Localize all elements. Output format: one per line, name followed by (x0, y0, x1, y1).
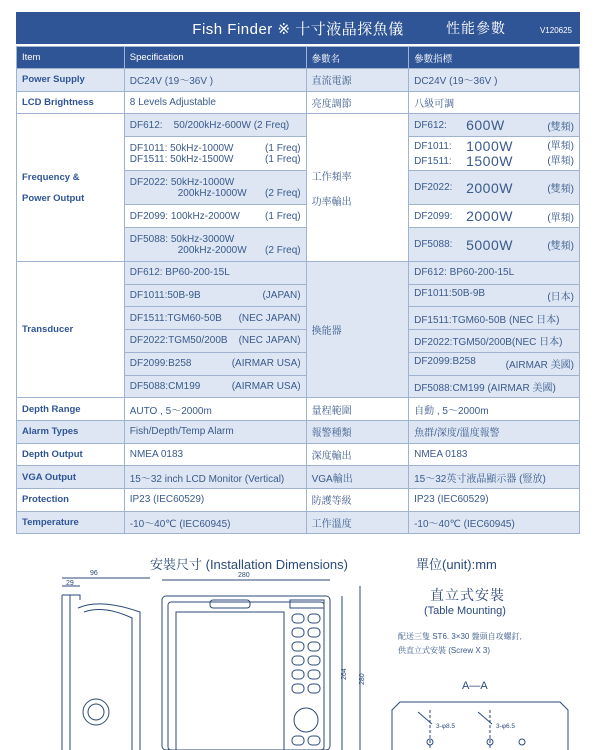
value-df1511-tag: (單頻) (547, 155, 574, 167)
installation-drawing (0, 560, 604, 750)
spec-df2099-line: 100kHz-2000W (170, 210, 240, 222)
spec-freq-df2022 (124, 171, 306, 205)
spec-df1511-model: DF1511: (129, 153, 168, 165)
param-protection: 防護等級 (306, 488, 408, 511)
value-df612-tag: (雙頻) (547, 121, 574, 133)
spec-depth-range: AUTO , 5～2000m (124, 398, 306, 421)
spec-df2022-model: DF2022: (129, 176, 169, 188)
item-freq (17, 114, 125, 262)
spec-trans-4 (124, 352, 306, 375)
spec-trans-5-r: (AIRMAR USA) (231, 380, 301, 392)
spec-trans-2-r: (NEC JAPAN) (238, 312, 301, 324)
spec-df5088-tag: (2 Freq) (265, 244, 301, 256)
table-header-row (17, 47, 580, 69)
dim-96: 96 (90, 570, 98, 577)
mount-subtitle: (Table Mounting) (424, 605, 506, 617)
value-trans-3-l: DF2022:TGM50/200B(NEC 日本) (414, 337, 563, 349)
value-trans-5-l: DF5088:CM199 (AIRMAR 美國) (414, 382, 556, 394)
value-freq-df2022 (409, 171, 580, 205)
dimensions-unit: 單位(unit):mm (416, 557, 497, 572)
spec-freq-df612-line: 50/200kHz-600W (2 Freq) (173, 119, 290, 131)
value-trans-1-l: DF1011:50B-9B (414, 288, 486, 300)
value-alarm: 魚群/深度/溫度報警 (409, 420, 580, 443)
dim-280h: 280 (359, 673, 366, 685)
knob-icon (83, 699, 109, 725)
row-temperature (17, 511, 580, 534)
col-value: 參數指標 (409, 47, 580, 69)
param-lcd: 亮度調節 (306, 91, 408, 114)
spec-df1511-tag: (1 Freq) (265, 153, 301, 165)
value-power: DC24V (19～36V ) (409, 69, 580, 92)
item-freq-line2: Power Output (22, 192, 85, 204)
brand-strip (290, 600, 324, 608)
spec-trans-3-l: DF2022:TGM50/200B (129, 335, 228, 347)
mount-note-line1: 配送三隻 ST6. 3×30 盤頭自攻螺釘, (398, 632, 522, 641)
dim-264: 264 (341, 668, 348, 680)
row-power (17, 69, 580, 92)
screen (176, 612, 284, 750)
row-trans-0 (17, 262, 580, 285)
spec-freq-df1011-1511 (124, 137, 306, 171)
spec-freq-df2099 (124, 205, 306, 228)
item-vga: VGA Output (17, 466, 125, 489)
param-depth-output: 深度輸出 (306, 443, 408, 466)
spec-df2099-model: DF2099: (129, 210, 169, 222)
value-df2099-tag: (單頻) (547, 212, 574, 224)
row-lcd (17, 91, 580, 114)
value-df1511-power: 1500W (466, 152, 513, 169)
param-vga: VGA輸出 (306, 466, 408, 489)
section-label: A—A (462, 680, 488, 692)
value-df1011-tag: (單頻) (547, 140, 574, 152)
side-bracket (78, 604, 140, 750)
value-trans-2 (409, 307, 580, 330)
spec-freq-df5088 (124, 228, 306, 262)
value-vga: 15～32英寸液晶顯示器 (豎放) (409, 466, 580, 489)
value-df2022-model: DF2022: (414, 182, 453, 194)
section-outline (392, 702, 568, 750)
side-bracket-inner (84, 610, 132, 750)
spec-temperature: -10～40℃ (IEC60945) (124, 511, 306, 534)
value-df5088-power: 5000W (466, 236, 513, 253)
side-panel (62, 595, 80, 750)
param-freq-line1: 工作頻率 (311, 171, 352, 183)
spec-df1011-line: 50kHz-1000W (170, 142, 234, 154)
row-vga (17, 466, 580, 489)
value-freq-df2099 (409, 205, 580, 228)
spec-freq-df612-model: DF612: (129, 119, 163, 131)
param-temperature: 工作溫度 (306, 511, 408, 534)
value-trans-4-l: DF2099:B258 (414, 356, 476, 368)
knob-inner-icon (88, 704, 104, 720)
item-depth-range: Depth Range (17, 398, 125, 421)
value-freq-df1011-1511 (409, 137, 580, 171)
item-lcd: LCD Brightness (17, 91, 125, 114)
spec-trans-3-r: (NEC JAPAN) (238, 335, 301, 347)
hole-label-2: 3-φ6.5 (496, 723, 516, 730)
value-df2099-model: DF2099: (414, 210, 453, 222)
spec-depth-output: NMEA 0183 (124, 443, 306, 466)
hole-label-1: 3-φ8.5 (436, 723, 456, 730)
spec-trans-1-r: (JAPAN) (262, 290, 301, 302)
value-trans-1-r: (日本) (547, 292, 574, 304)
value-df1511-model: DF1511: (414, 155, 452, 167)
spec-df1011-tag: (1 Freq) (265, 142, 301, 154)
spec-df2022-line1: 50kHz-1000W (170, 176, 235, 188)
spec-alarm: Fish/Depth/Temp Alarm (124, 420, 306, 443)
value-trans-0-l: DF612: BP60-200-15L (414, 267, 515, 279)
value-temperature: -10～40℃ (IEC60945) (409, 511, 580, 534)
value-freq-df612 (409, 114, 580, 137)
value-df2022-tag: (雙頻) (547, 184, 574, 196)
item-freq-line1: Frequency & (22, 171, 80, 183)
spec-trans-5-l: DF5088:CM199 (129, 380, 201, 392)
col-param: 參數名 (306, 47, 408, 69)
spec-trans-5 (124, 375, 306, 398)
top-slot (210, 600, 250, 608)
value-trans-3 (409, 330, 580, 353)
item-alarm: Alarm Types (17, 420, 125, 443)
value-trans-5 (409, 375, 580, 398)
value-df2099-power: 2000W (466, 208, 513, 225)
spec-df2022-tag: (2 Freq) (265, 187, 301, 199)
spec-trans-4-r: (AIRMAR USA) (231, 358, 301, 370)
spec-freq-df612 (124, 114, 306, 137)
param-freq (306, 114, 408, 262)
param-freq-line2: 功率輸出 (311, 196, 352, 208)
spec-df5088-line2: 200kHz-2000W (177, 244, 247, 256)
col-spec: Specification (124, 47, 306, 69)
row-depth-range (17, 398, 580, 421)
perf-title: 性能參數 (446, 20, 506, 36)
dim-29: 29 (66, 580, 74, 587)
item-protection: Protection (17, 488, 125, 511)
value-lcd: 八級可調 (409, 91, 580, 114)
value-df2022-power: 2000W (466, 179, 513, 196)
value-protection: IP23 (IEC60529) (409, 488, 580, 511)
value-trans-4-r: (AIRMAR 美國) (505, 360, 574, 372)
param-alarm: 報警種類 (306, 420, 408, 443)
doc-code: V120625 (539, 26, 572, 35)
param-depth-range: 量程範圍 (306, 398, 408, 421)
value-depth-range: 自動 , 5～2000m (409, 398, 580, 421)
dim-280w: 280 (238, 572, 250, 579)
value-df612-model: DF612: (414, 119, 447, 131)
spec-df1511-line: 50kHz-1500W (170, 153, 234, 165)
title-bar (16, 12, 580, 44)
dimensions-title: 安裝尺寸 (Installation Dimensions) (150, 557, 348, 572)
spec-df2022-line2: 200kHz-1000W (177, 187, 247, 199)
spec-lcd: 8 Levels Adjustable (124, 91, 306, 114)
page-title: Fish Finder ※ 十寸液晶探魚儀 (192, 20, 404, 38)
value-trans-0 (409, 262, 580, 285)
mount-note-line2: 供直立式安裝 (Screw X 3) (398, 646, 491, 655)
spec-trans-4-l: DF2099:B258 (129, 358, 192, 370)
row-freq-df612 (17, 114, 580, 137)
spec-trans-3 (124, 330, 306, 353)
value-df5088-tag: (雙頻) (547, 241, 574, 253)
spec-trans-1 (124, 284, 306, 307)
spec-trans-2 (124, 307, 306, 330)
spec-table (16, 46, 580, 534)
value-trans-2-l: DF1511:TGM60-50B (NEC 日本) (414, 314, 560, 326)
spec-df1011-model: DF1011: (129, 142, 168, 154)
item-depth-output: Depth Output (17, 443, 125, 466)
spec-df5088-model: DF5088: (129, 233, 169, 245)
value-df612-power: 600W (466, 117, 505, 134)
spec-power: DC24V (19～36V ) (124, 69, 306, 92)
spec-trans-1-l: DF1011:50B-9B (129, 290, 201, 302)
value-df1011-model: DF1011: (414, 140, 452, 152)
spec-trans-0-l: DF612: BP60-200-15L (129, 267, 230, 279)
hole-icon-3 (519, 739, 525, 745)
row-alarm (17, 420, 580, 443)
col-item: Item (17, 47, 125, 69)
spec-df5088-line1: 50kHz-3000W (170, 233, 235, 245)
spec-protection: IP23 (IEC60529) (124, 488, 306, 511)
value-trans-4 (409, 352, 580, 375)
row-depth-output (17, 443, 580, 466)
spec-trans-2-l: DF1511:TGM60-50B (129, 312, 222, 324)
spec-df2099-tag: (1 Freq) (265, 210, 301, 222)
value-depth-output: NMEA 0183 (409, 443, 580, 466)
row-protection (17, 488, 580, 511)
item-power: Power Supply (17, 69, 125, 92)
value-df5088-model: DF5088: (414, 239, 453, 251)
spec-vga: 15～32 inch LCD Monitor (Vertical) (124, 466, 306, 489)
keypad (292, 614, 320, 745)
spec-trans-0 (124, 262, 306, 285)
item-transducer: Transducer (17, 262, 125, 398)
front-housing (162, 596, 330, 750)
value-trans-1 (409, 284, 580, 307)
front-bezel (168, 602, 324, 750)
param-power: 直流電源 (306, 69, 408, 92)
value-freq-df5088 (409, 228, 580, 262)
mount-title: 直立式安裝 (430, 587, 505, 603)
item-temperature: Temperature (17, 511, 125, 534)
value-df1011-power: 1000W (466, 137, 513, 154)
param-transducer: 換能器 (306, 262, 408, 398)
